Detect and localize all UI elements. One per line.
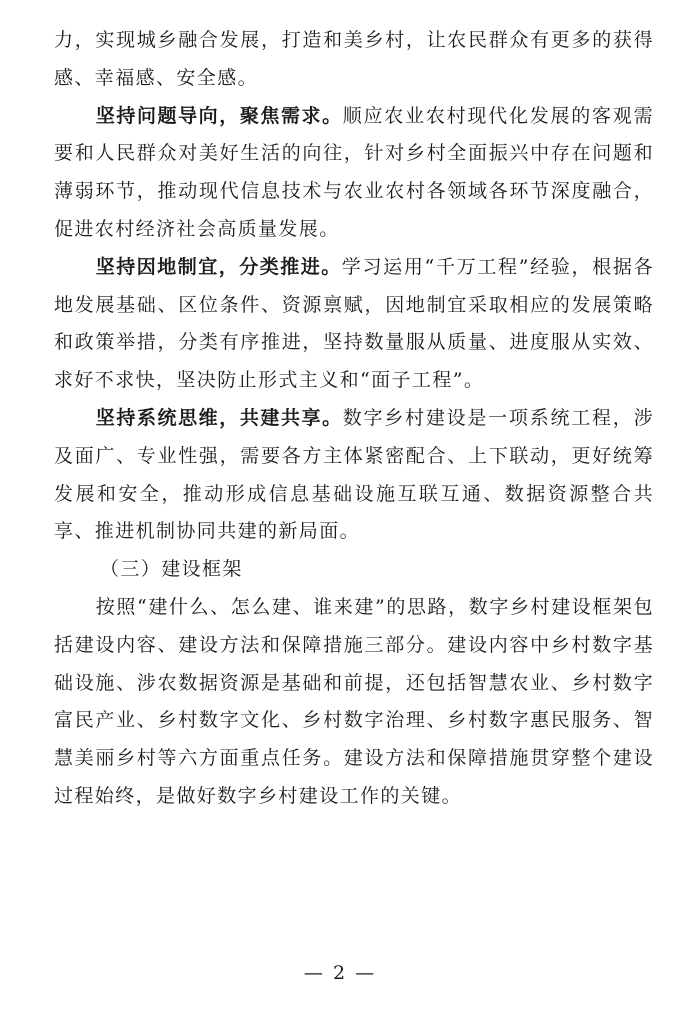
paragraph-local-conditions: [54, 249, 654, 400]
paragraph-lead: 坚持系统思维，共建共享。: [95, 406, 343, 429]
paragraph-text: 学习运用“千万工程”经验，根据各地发展基础、区位条件、资源禀赋，因地制宜采取相应的发展策略和政策举措，分类有序推进，坚持数量服从质量、进度服从实效、求好不求快，坚决防止形式主义和“面子工程”。: [54, 255, 655, 392]
section-heading: （三）建设框架: [100, 558, 243, 581]
paragraph-systems-thinking: [54, 400, 654, 551]
paragraph-lead: 坚持因地制宜，分类推进。: [95, 255, 342, 278]
paragraph-lead: 坚持问题导向，聚焦需求。: [95, 104, 343, 127]
paragraph-text: 数字乡村建设是一项系统工程，涉及面广、专业性强，需要各方主体紧密配合、上下联动，更好统筹发展和安全，推动形成信息基础设施互联互通、数据资源整合共享、推进机制协同共建的新局面。: [54, 406, 654, 543]
paragraph-text: 顺应农业农村现代化发展的客观需要和人民群众对美好生活的向往，针对乡村全面振兴中存在问题和薄弱环节，推动现代信息技术与农业农村各领域各环节深度融合，促进农村经济社会高质量发展。: [54, 104, 654, 240]
paragraph-text: 按照“建什么、怎么建、谁来建”的思路，数字乡村建设框架包括建设内容、建设方法和保障措施三部分。建设内容中乡村数字基础设施、涉农数据资源是基础和前提，还包括智慧农业、乡村数字富民产业、乡村数字文化、乡村数字治理、乡村数字惠民服务、智慧美丽乡村等六方面重点任务。建设方法和保障措施贯穿整个建设过程始终，是做好数字乡村建设工作的关键。: [54, 595, 654, 807]
paragraph-framework: [54, 589, 654, 816]
paragraph-problem-oriented: [54, 98, 654, 249]
paragraph-continuation: [54, 22, 654, 98]
page-number: — 2 —: [303, 962, 377, 984]
paragraph-text: 力，实现城乡融合发展，打造和美乡村，让农民群众有更多的获得感、幸福感、安全感。: [54, 29, 654, 89]
document-body: [54, 22, 654, 816]
